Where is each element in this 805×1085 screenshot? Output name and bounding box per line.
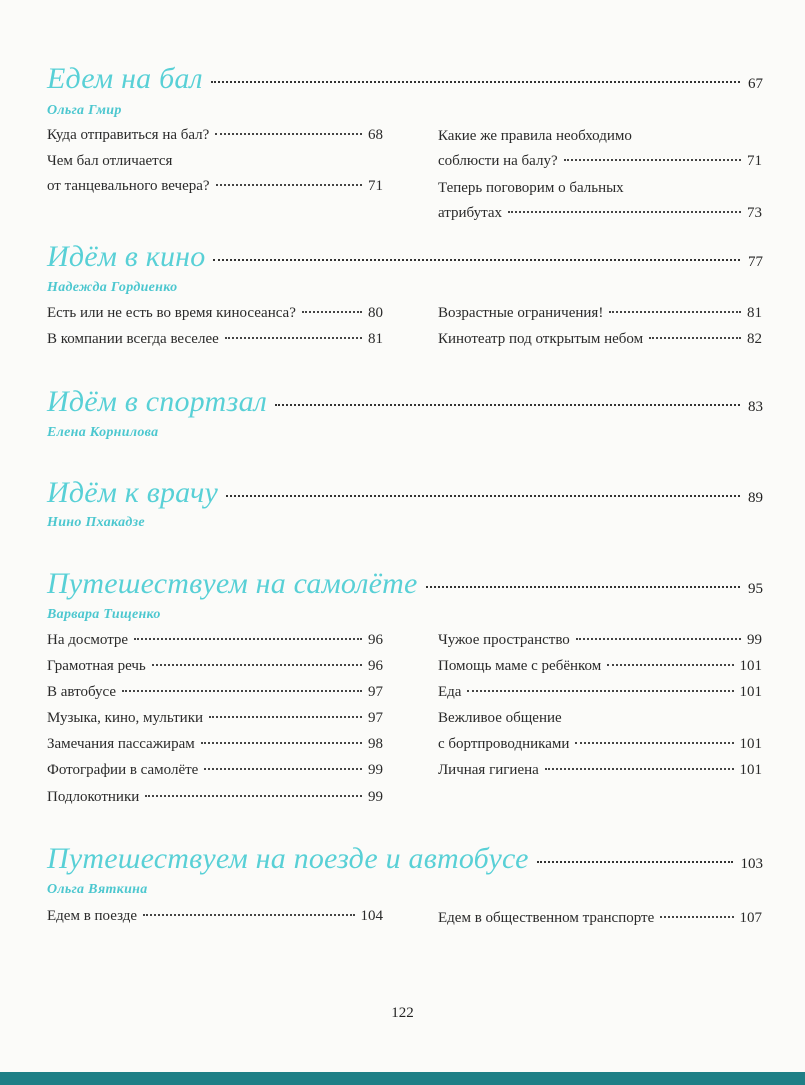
- entry-page: 81: [747, 305, 762, 321]
- toc-entry[interactable]: [47, 305, 383, 327]
- entry-page: 82: [747, 331, 762, 347]
- section-author: Варвара Тищенко: [47, 607, 161, 622]
- toc-entry[interactable]: [47, 710, 383, 732]
- toc-entry[interactable]: [438, 632, 762, 654]
- section-page: 67: [748, 76, 763, 92]
- entry-label: Музыка, кино, мультики: [47, 710, 204, 726]
- entry-label: соблюсти на балу?: [438, 153, 558, 169]
- toc-entry[interactable]: [47, 684, 383, 706]
- entry-label: Фотографии в самолёте: [47, 762, 199, 778]
- entry-label-line1: Вежливое общение: [438, 710, 562, 726]
- entry-page: 101: [739, 658, 762, 674]
- toc-entry[interactable]: [438, 331, 762, 353]
- section-title: Едем на бал: [47, 62, 203, 95]
- leader-dots: [134, 638, 362, 640]
- toc-entry[interactable]: [438, 305, 762, 327]
- section-samolet-heading[interactable]: [47, 567, 763, 601]
- entry-label: Еда: [438, 684, 462, 700]
- entry-label: Едем в общественном транспорте: [438, 910, 655, 926]
- section-page: 95: [748, 581, 763, 597]
- leader-dots: [467, 690, 733, 692]
- toc-entry[interactable]: [438, 658, 762, 680]
- section-page: 77: [748, 254, 763, 270]
- entry-label: атрибутах: [438, 205, 502, 221]
- leader-dots: [508, 211, 741, 213]
- entry-page: 97: [368, 710, 383, 726]
- toc-entry[interactable]: [47, 127, 383, 149]
- section-poezd-heading[interactable]: [47, 842, 763, 876]
- toc-entry[interactable]: [47, 178, 383, 200]
- section-page: 83: [748, 399, 763, 415]
- entry-label: с бортпроводниками: [438, 736, 570, 752]
- section-title: Идём к врачу: [47, 476, 218, 509]
- entry-page: 99: [368, 762, 383, 778]
- toc-entry[interactable]: [438, 736, 762, 758]
- section-page: 103: [740, 856, 763, 872]
- entry-page: 104: [360, 908, 383, 924]
- toc-entry[interactable]: [438, 762, 762, 784]
- leader-dots: [215, 133, 362, 135]
- entry-page: 71: [368, 178, 383, 194]
- entry-label-line1: Какие же правила необходимо: [438, 128, 632, 144]
- section-sport-heading[interactable]: [47, 385, 763, 419]
- leader-dots: [607, 664, 733, 666]
- entry-label: Возрастные ограничения!: [438, 305, 604, 321]
- leader-dots: [145, 795, 362, 797]
- leader-dots: [564, 159, 741, 161]
- entry-label-line1: Чем бал отличается: [47, 153, 173, 169]
- leader-dots: [209, 716, 362, 718]
- entry-page: 107: [739, 910, 762, 926]
- leader-dots: [226, 495, 740, 497]
- entry-page: 81: [368, 331, 383, 347]
- entry-page: 101: [739, 762, 762, 778]
- leader-dots: [213, 259, 740, 261]
- entry-page: 80: [368, 305, 383, 321]
- leader-dots: [275, 404, 740, 406]
- entry-label: Едем в поезде: [47, 908, 138, 924]
- leader-dots: [537, 861, 733, 863]
- entry-label-line1: Теперь поговорим о бальных: [438, 180, 624, 196]
- entry-page: 99: [747, 632, 762, 648]
- toc-entry[interactable]: [47, 736, 383, 758]
- entry-page: 101: [739, 684, 762, 700]
- entry-label: Чужое пространство: [438, 632, 570, 648]
- entry-label: Куда отправиться на бал?: [47, 127, 210, 143]
- entry-page: 98: [368, 736, 383, 752]
- entry-label: В компании всегда веселее: [47, 331, 219, 347]
- leader-dots: [302, 311, 362, 313]
- section-author: Нино Пхакадзе: [47, 515, 145, 530]
- entry-label: Замечания пассажирам: [47, 736, 195, 752]
- section-author: Ольга Вяткина: [47, 882, 148, 897]
- entry-label: Грамотная речь: [47, 658, 146, 674]
- toc-entry[interactable]: [438, 910, 762, 932]
- leader-dots: [545, 768, 734, 770]
- leader-dots: [122, 690, 362, 692]
- toc-entry[interactable]: [47, 762, 383, 784]
- toc-entry[interactable]: [47, 658, 383, 680]
- toc-entry[interactable]: [438, 684, 762, 706]
- leader-dots: [660, 916, 733, 918]
- leader-dots: [211, 81, 740, 83]
- toc-entry[interactable]: [47, 789, 383, 811]
- entry-page: 96: [368, 658, 383, 674]
- section-author: Надежда Гордиенко: [47, 280, 178, 295]
- section-title: Путешествуем на поезде и автобусе: [47, 842, 529, 875]
- leader-dots: [576, 638, 741, 640]
- section-title: Путешествуем на самолёте: [47, 567, 418, 600]
- entry-label: Кинотеатр под открытым небом: [438, 331, 644, 347]
- section-title: Идём в спортзал: [47, 385, 268, 418]
- entry-page: 73: [747, 205, 762, 221]
- toc-entry[interactable]: [47, 908, 383, 930]
- section-kino-heading[interactable]: [47, 240, 763, 274]
- entry-page: 101: [739, 736, 762, 752]
- section-title: Идём в кино: [47, 240, 206, 273]
- toc-entry[interactable]: [47, 632, 383, 654]
- entry-label: На досмотре: [47, 632, 129, 648]
- entry-label: В автобусе: [47, 684, 117, 700]
- entry-page: 97: [368, 684, 383, 700]
- entry-page: 96: [368, 632, 383, 648]
- entry-page: 99: [368, 789, 383, 805]
- entry-label: Личная гигиена: [438, 762, 539, 778]
- leader-dots: [649, 337, 741, 339]
- entry-label: Подлокотники: [47, 789, 140, 805]
- page-number: 122: [391, 1005, 414, 1021]
- section-bal-heading[interactable]: [47, 62, 763, 96]
- section-vrach-heading[interactable]: [47, 476, 763, 510]
- leader-dots: [225, 337, 362, 339]
- entry-page: 71: [747, 153, 762, 169]
- bottom-color-band: [0, 1072, 805, 1085]
- leader-dots: [152, 664, 362, 666]
- toc-entry[interactable]: [438, 205, 762, 227]
- entry-label: Есть или не есть во время киносеанса?: [47, 305, 296, 321]
- entry-label: Помощь маме с ребёнком: [438, 658, 602, 674]
- toc-entry[interactable]: [438, 153, 762, 175]
- leader-dots: [143, 914, 354, 916]
- entry-page: 68: [368, 127, 383, 143]
- toc-entry[interactable]: [47, 331, 383, 353]
- leader-dots: [204, 768, 362, 770]
- leader-dots: [426, 586, 740, 588]
- leader-dots: [201, 742, 362, 744]
- leader-dots: [609, 311, 741, 313]
- section-page: 89: [748, 490, 763, 506]
- section-author: Елена Корнилова: [47, 425, 159, 440]
- leader-dots: [216, 184, 362, 186]
- leader-dots: [575, 742, 733, 744]
- entry-label: от танцевального вечера?: [47, 178, 210, 194]
- section-author: Ольга Гмир: [47, 103, 122, 118]
